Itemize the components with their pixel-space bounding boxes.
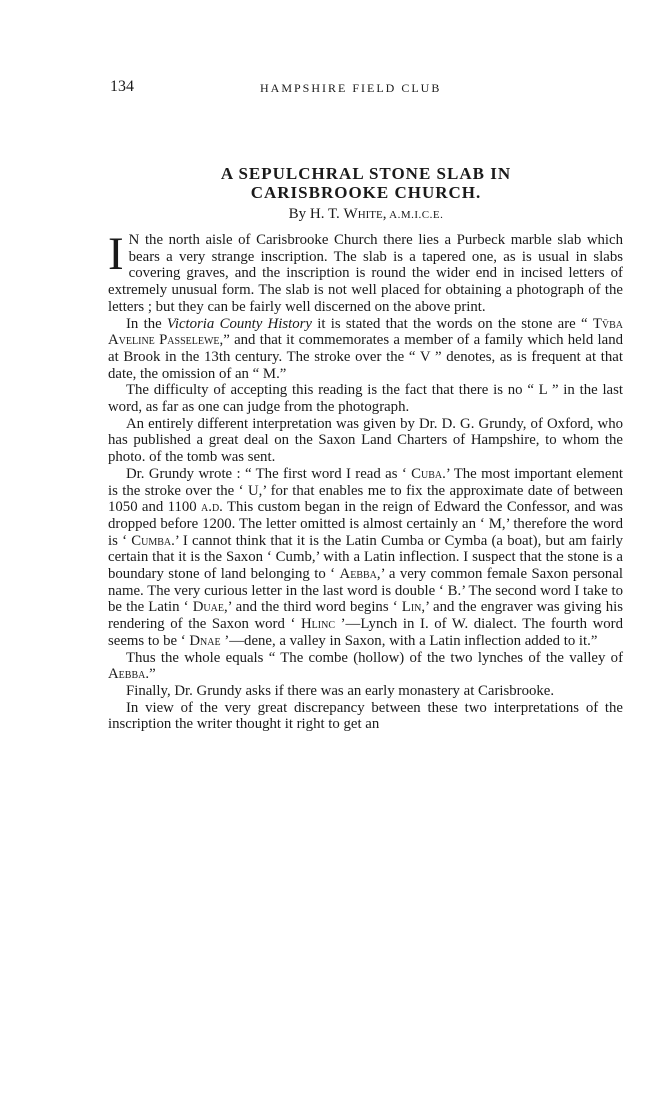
paragraph-3: The difficulty of accepting this reading is the fact that there is no “ L ” in the last word, as far as one can judge from the photograph. [108, 382, 623, 416]
word-hlinc: Hlinc [300, 616, 336, 633]
byline-name: White, [343, 206, 387, 222]
word-lin: Lin, [401, 599, 426, 616]
word-aebba: Aebba, [339, 566, 381, 583]
running-head [110, 78, 622, 100]
paragraph-5-text-h: ’—Lynch in I. of W. dialect. The fourth word seems to be ‘ [108, 616, 623, 649]
drop-cap: I [108, 228, 124, 280]
word-cumba: Cumba. [131, 532, 175, 549]
article-title-line-2: CARISBROOKE CHURCH. [250, 183, 482, 202]
paragraph-5-text-d: ’ I cannot think that it is the Latin Cumba or Cymba (a boat), but am fairly certain that it is the Saxon ‘ Cumb,’ with a Latin inflection. I suspect that the stone is a boundary stone of land belonging to ‘ [108, 532, 623, 583]
article-title [110, 164, 622, 202]
paragraph-5-text-i: ’—dene, a valley in Saxon, with a Latin inflection added to it.” [220, 632, 598, 649]
paragraph-2-text-c: ” and that it commemorates a member of a family which held land at Brook in the 13th century. The stroke over the “ V ” denotes, as is frequent at that date, the omission of an “ M.” [108, 332, 623, 382]
byline [110, 206, 622, 223]
word-cuba: Cuba. [411, 465, 446, 482]
page-number: 134 [110, 78, 134, 95]
paragraph-5-text-a: Dr. Grundy wrote : “ The first word I read as ‘ [126, 465, 412, 482]
paragraph-6 [108, 650, 623, 683]
byline-suffix: A.M.I.C.E. [386, 209, 444, 221]
paragraph-5-text-c: This custom began in the reign of Edward the Confessor, and was dropped before 1200. The letter omitted is almost certainly an ‘ M,’ therefore the word is ‘ [108, 499, 623, 549]
article-title-line-1: A SEPULCHRAL STONE SLAB IN [220, 164, 512, 183]
paragraph-5-text-b: ’ The most important element is the stroke over the ‘ U,’ for that enables me to fix the approximate date of between 1050 and 1100 [108, 465, 623, 516]
paragraph-4: An entirely different interpretation was given by Dr. D. G. Grundy, of Oxford, who has published a great deal on the Saxon Land Charters of Hampshire, to whom the photo. of the tomb was sent. [108, 415, 623, 466]
paragraph-8: In view of the very great discrepancy between these two interpretations of the inscription the writer thought it right to get an [108, 699, 623, 733]
paragraph-2 [108, 316, 623, 383]
paragraph-5-text-f: ’ and the third word begins ‘ [227, 599, 402, 616]
paragraph-5-text-e: ’ a very common female Saxon personal name. The very curious letter in the last word is double ‘ B.’ The second word I take to be the Latin ‘ [108, 566, 623, 616]
victoria-county-history: Victoria County History [166, 315, 312, 332]
word-aebba-2: Aebba. [108, 666, 150, 683]
paragraph-2-text-a: In the [126, 315, 167, 332]
paragraph-5-text-g: ’ and the engraver was giving his rendering of the Saxon word ‘ [108, 599, 623, 633]
byline-prefix: By H. T. [288, 206, 344, 222]
paragraph-1 [108, 228, 623, 316]
paragraph-6-text-a: Thus the whole equals “ The combe (hollow) of the two lynches of the valley of [126, 649, 623, 666]
paragraph-5 [108, 466, 623, 650]
paragraph-7: Finally, Dr. Grundy asks if there was an early monastery at Carisbrooke. [126, 682, 555, 699]
paragraph-1-text: N the north aisle of Carisbrooke Church there lies a Purbeck marble slab which bears a very strange inscription. The slab is a tapered one, as is usual in slabs covering graves, and the inscription is round the wider end in incised letters of extremely unusual form. The slab is not well placed for obtaining a photograph of the letters ; but they can be fairly well discerned on the above print. [108, 232, 623, 315]
word-dnae: Dnae [189, 632, 221, 649]
journal-title: HAMPSHIRE FIELD CLUB [260, 81, 442, 95]
inscription-reading: Tv̄ba Aveline Passelewe, [108, 315, 623, 349]
word-duae: Duae, [192, 599, 228, 616]
abbr-ad: a.d. [201, 499, 223, 516]
paragraph-6-text-b: ” [149, 666, 156, 683]
article-body [108, 228, 623, 733]
paragraph-2-text-b: it is stated that the words on the stone are “ [311, 315, 593, 332]
